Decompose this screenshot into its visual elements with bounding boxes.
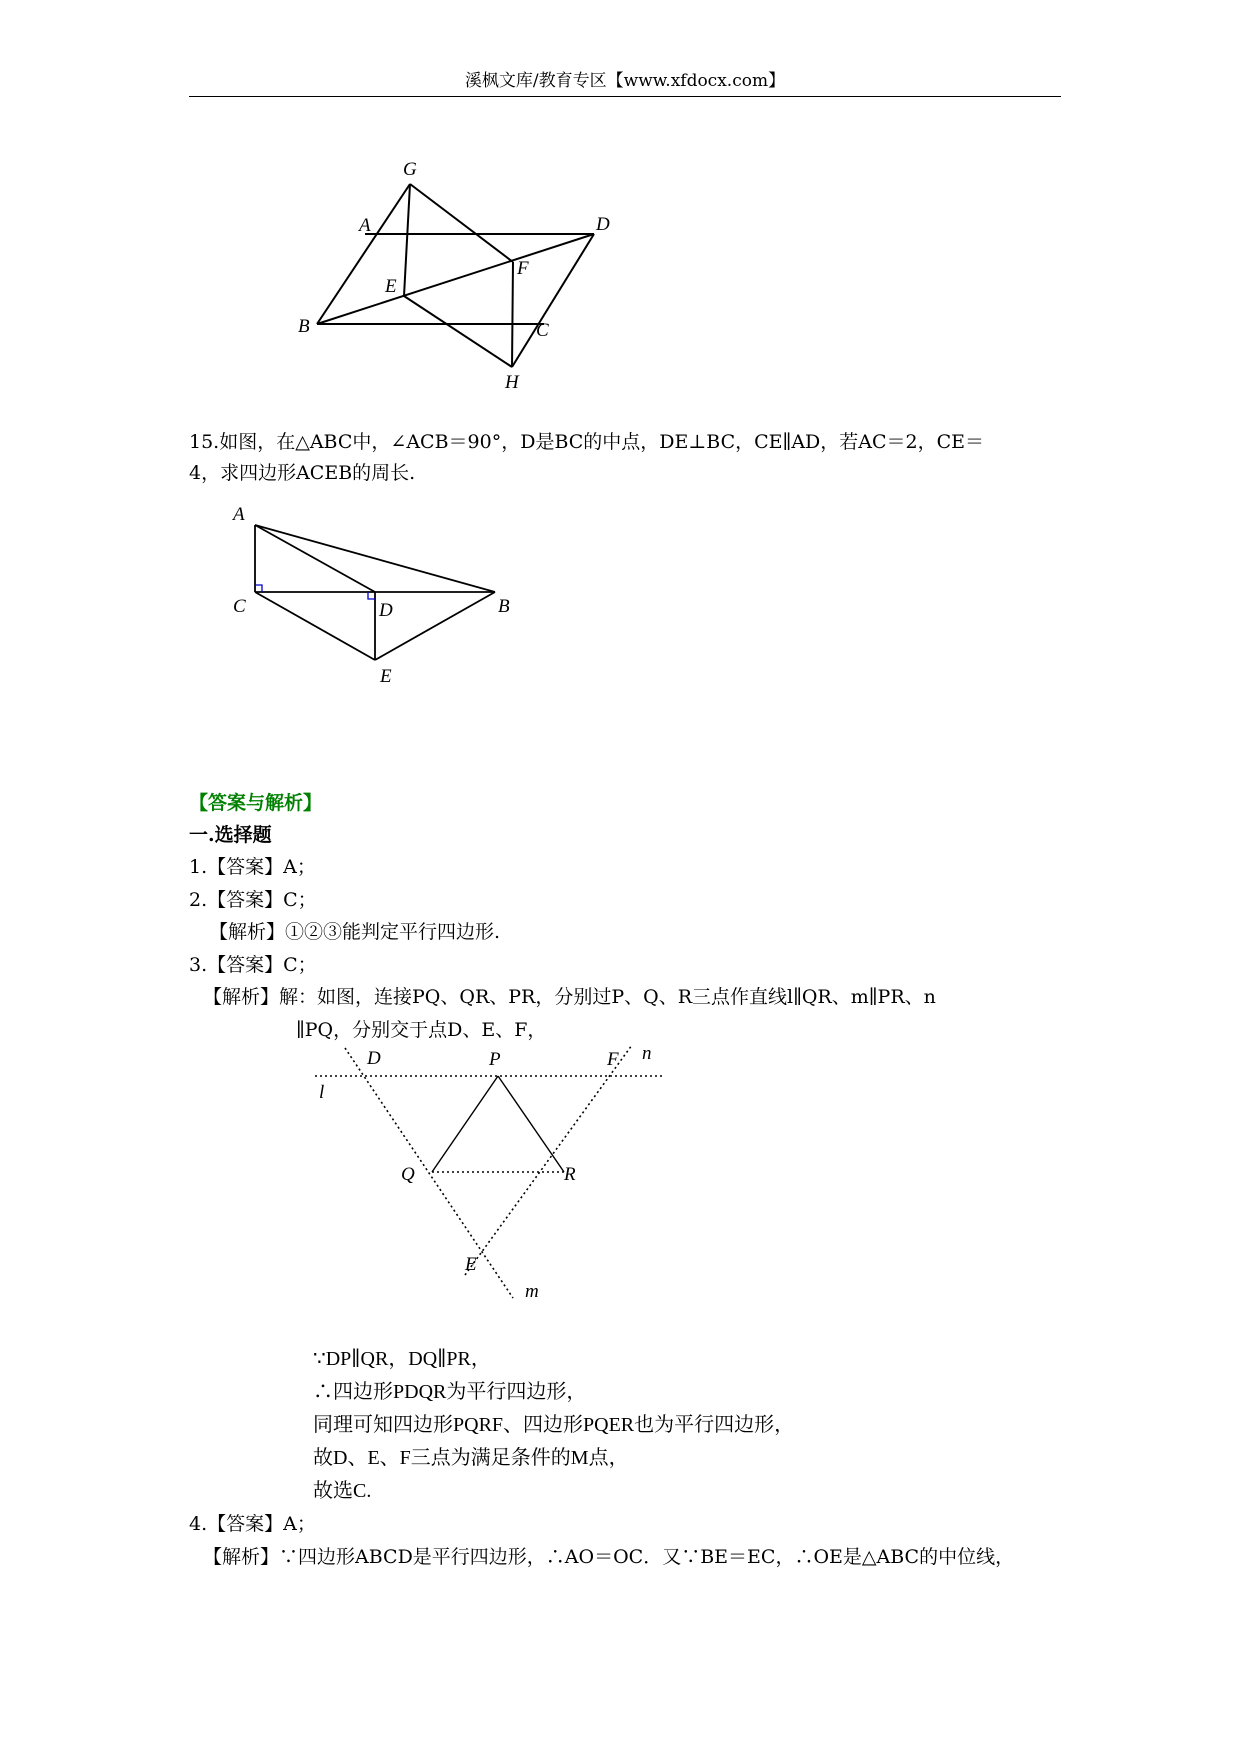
fig15-label-d: D	[379, 600, 393, 621]
answer-3: 3.【答案】C；	[189, 954, 317, 976]
fig3-label-e: E	[465, 1254, 477, 1275]
fig3-label-d: D	[367, 1048, 381, 1069]
answer-4-explanation: 【解析】∵四边形ABCD是平行四边形，∴AO＝OC．又∵BE＝EC，∴OE是△ABC的中位线，	[203, 1546, 1015, 1568]
fig3-label-p: P	[489, 1049, 501, 1070]
figure-answer-3	[305, 1040, 685, 1310]
fig15-label-a: A	[233, 504, 245, 525]
page-header: 溪枫文库/教育专区【www.xfdocx.com】	[464, 71, 786, 91]
fig3-label-l: l	[319, 1082, 325, 1103]
question-15-line-2: 4，求四边形ACEB的周长.	[189, 462, 416, 484]
fig14-label-c: C	[536, 320, 549, 341]
fig14-label-e: E	[385, 276, 397, 297]
answer-3-explanation-line-2: ∥PQ，分别交于点D、E、F，	[296, 1019, 547, 1041]
header-divider	[189, 96, 1061, 97]
fig14-label-f: F	[517, 258, 529, 279]
fig14-label-a: A	[359, 215, 371, 236]
answer-1: 1.【答案】A；	[189, 856, 316, 878]
fig14-label-d: D	[596, 214, 610, 235]
section-title-choice: 一.选择题	[189, 824, 272, 846]
answer-3-step-1: ∵DP∥QR，DQ∥PR，	[313, 1348, 491, 1370]
figure-question-15	[225, 500, 525, 690]
question-15-line-1: 15.如图，在△ABC中，∠ACB＝90°，D是BC的中点，DE⊥BC，CE∥AD，若AC＝2，CE＝	[189, 431, 985, 453]
fig3-label-q: Q	[401, 1164, 415, 1185]
answer-3-step-3: 同理可知四边形PQRF、四边形PQER也为平行四边形，	[313, 1414, 795, 1436]
answer-4: 4.【答案】A；	[189, 1513, 316, 1535]
fig15-label-b: B	[498, 596, 510, 617]
fig14-label-g: G	[403, 159, 417, 180]
fig14-label-h: H	[505, 372, 519, 393]
fig15-label-c: C	[233, 596, 246, 617]
fig3-label-f: F	[607, 1049, 619, 1070]
answer-3-step-4: 故D、E、F三点为满足条件的M点，	[313, 1447, 629, 1469]
answer-2: 2.【答案】C；	[189, 889, 317, 911]
answer-3-step-2: ∴四边形PDQR为平行四边形，	[313, 1381, 587, 1403]
fig3-label-r: R	[564, 1164, 576, 1185]
answer-3-step-5: 故选C.	[313, 1480, 372, 1502]
answer-2-explanation: 【解析】①②③能判定平行四边形.	[209, 921, 501, 943]
answer-3-explanation-line-1: 【解析】解：如图，连接PQ、QR、PR，分别过P、Q、R三点作直线l∥QR、m∥PR、n	[203, 986, 936, 1008]
fig3-label-m: m	[525, 1281, 539, 1302]
fig14-label-b: B	[298, 316, 310, 337]
fig3-label-n: n	[642, 1043, 652, 1064]
answers-heading: 【答案与解析】	[189, 792, 323, 814]
figure-parallelogram-gh	[290, 150, 630, 395]
fig15-label-e: E	[380, 666, 392, 687]
